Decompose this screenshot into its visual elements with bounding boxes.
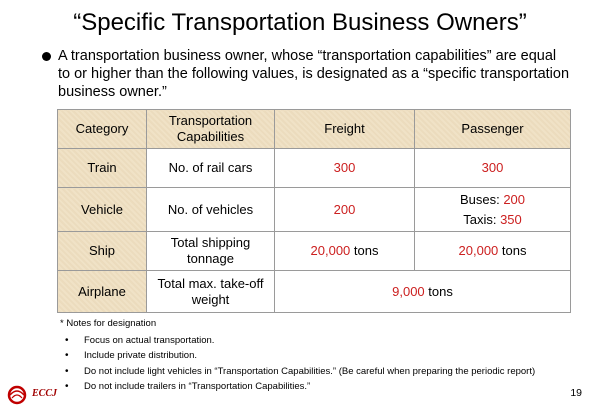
designation-table <box>57 109 571 313</box>
buses-label: Buses: <box>459 191 504 207</box>
notes-title: * Notes for designation <box>60 318 157 329</box>
header-category: Category <box>58 110 147 149</box>
passenger-number: 20,000 <box>458 243 499 258</box>
eccj-logo <box>6 384 66 406</box>
note-item: • Include private distribution. <box>60 350 580 363</box>
combined-value <box>275 271 571 313</box>
header-passenger: Passenger <box>415 110 571 149</box>
passenger-value: 300 <box>415 149 571 188</box>
note-item: • Do not include trailers in “Transportation Capabilities.” <box>60 381 580 394</box>
row-capability: No. of rail cars <box>147 149 275 188</box>
notes-section <box>60 318 580 397</box>
passenger-value <box>415 188 571 232</box>
combined-unit: tons <box>424 283 453 299</box>
table-row <box>58 271 571 313</box>
table-row <box>58 149 571 188</box>
combined-number: 9,000 <box>392 283 425 299</box>
header-capabilities: Transportation Capabilities <box>147 110 275 149</box>
table-row <box>58 232 571 271</box>
note-item: • Focus on actual transportation. <box>60 335 580 348</box>
row-capability: No. of vehicles <box>147 188 275 232</box>
intro-bullet <box>42 47 572 101</box>
logo-text: ECCJ <box>32 388 58 399</box>
freight-unit: tons <box>350 243 379 258</box>
slide-title: “Specific Transportation Business Owners” <box>73 9 527 36</box>
page-number: 19 <box>570 387 582 399</box>
freight-number: 20,000 <box>310 243 351 258</box>
row-category: Airplane <box>58 271 147 313</box>
passenger-value <box>415 232 571 271</box>
row-capability: Total shipping tonnage <box>147 232 275 271</box>
row-capability: Total max. take-off weight <box>147 271 275 313</box>
row-category: Train <box>58 149 147 188</box>
freight-value: 200 <box>275 188 415 232</box>
taxis-value: 350 <box>500 211 522 227</box>
header-freight: Freight <box>275 110 415 149</box>
row-category: Vehicle <box>58 188 147 232</box>
note-item: • Do not include light vehicles in “Transportation Capabilities.” (Be careful when preparing the periodic report) <box>60 366 580 379</box>
freight-value <box>275 232 415 271</box>
intro-text: A transportation business owner, whose “transportation capabilities” are equal to or higher than the following values, is designated as a “specific transportation business owner.” <box>58 48 570 100</box>
taxis-label: Taxis: <box>463 211 501 227</box>
buses-value: 200 <box>503 191 526 207</box>
logo-mark-icon <box>6 384 30 406</box>
passenger-unit: tons <box>498 243 527 258</box>
freight-value: 300 <box>275 149 415 188</box>
table-header-row <box>58 110 571 149</box>
table-row <box>58 188 571 232</box>
taxis-line <box>419 210 566 230</box>
buses-line <box>419 190 566 210</box>
bullet-dot-icon <box>42 52 51 61</box>
row-category: Ship <box>58 232 147 271</box>
